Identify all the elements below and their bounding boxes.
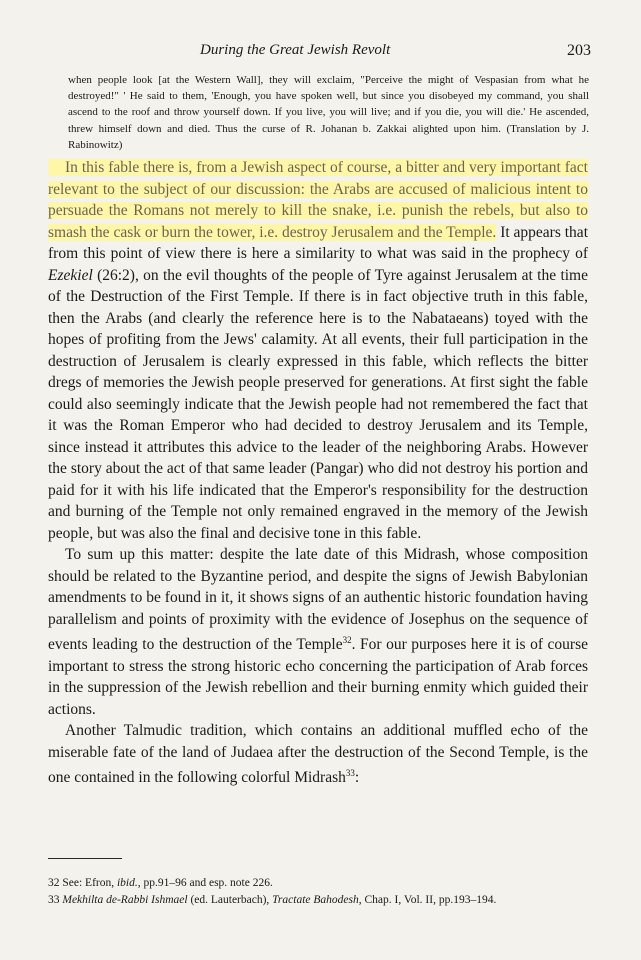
page-number: 203 bbox=[567, 42, 591, 59]
running-header bbox=[0, 42, 641, 64]
paragraph-3-text-b: : bbox=[354, 769, 360, 787]
footnote-33 bbox=[48, 892, 608, 909]
paragraph-2-text-a: To sum up this matter: despite the late date of this Midrash, whose composition should be related to the Byzantine period, and despite the signs of Jewish Babylonian amendments to be found in it, it shows signs of an authentic historic foundation having parallelism and points of proximity with the evidence of Josephus on the sequence of events leading to the destruction of the Temple bbox=[48, 546, 588, 654]
footnote-ref-33[interactable]: 33 bbox=[345, 768, 355, 779]
footnote-33-tractate: Tractate Bahodesh bbox=[272, 894, 359, 906]
paragraph-1-text-b: (26:2), on the evil thoughts of the people of Tyre against Jerusalem at the time of the Destruction of the First Temple. If there is in fact objective truth in this fable, then the Arabs (and clearly the reference here is to the Nabataeans) toyed with the hopes of profiting from the Jews' calamity. At all events, their full participation in the destruction of Jerusalem is clearly expressed in this fable, which reflects the bitter dregs of memories the Jewish people preserved for generations. At first sight the fable could also seemingly indicate that the Jewish people had not remembered the fact that it was the Roman Emperor who had decided to destroy Jerusalem and its Temple, since instead it attributes this advice to the leader of the neighboring Arabs. However the story about the act of that same leader (Pangar) who did not destroy his portion and paid for it with his life indicated that the Emperor's responsibility for the destruction and burning of the Temple not only remained engraved in the memory of the Jewish people, but was also the final and decisive tone in this fable. bbox=[48, 266, 588, 542]
running-title: During the Great Jewish Revolt bbox=[200, 42, 391, 58]
paragraph-2-text-b: . For our purposes here it is of course important to stress the strong historic echo concerning the participation of Arab forces in the suppression of the Jewish rebellion and their burning enmity which guided their actions. bbox=[48, 636, 588, 718]
ezekiel-reference: Ezekiel bbox=[48, 266, 93, 284]
footnotes bbox=[48, 875, 608, 909]
footnote-33-text-b: , Chap. I, Vol. II, pp.193–194. bbox=[358, 894, 497, 906]
footnote-33-number: 33 bbox=[48, 894, 63, 906]
footnote-33-text-a: (ed. Lauterbach), bbox=[187, 894, 273, 906]
highlighted-passage: In this fable there is, from a Jewish aspect of course, a bitter and very important fact relevant to the subject of our discussion: the Arabs are accused of malicious intent to persuade the Romans not merely to kill the snake, i.e. punish the rebels, but also to smash the cask or burn the tower, i.e. destroy Jerusalem and the Temple. bbox=[48, 159, 588, 241]
footnote-32-text-a: 32 See: Efron, bbox=[48, 877, 117, 889]
block-quote: when people look [at the Western Wall], they will exclaim, "Perceive the might of Vespasian from what he destroyed!" ' He said to them, 'Enough, you have spoken well, but since you disobeyed my command, you shall ascend to the roof and throw yourself down. If you live, you will live; and if you die, you will die.' He ascended, threw himself down and died. Thus the curse of R. Johanan b. Zakkai alighted upon him. (Translation by J. Rabinowitz) bbox=[68, 74, 589, 151]
footnote-32-text-b: , pp.91–96 and esp. note 226. bbox=[137, 877, 273, 889]
paragraph-3-text-a: Another Talmudic tradition, which contains an additional muffled echo of the miserable fate of the land of Judaea after the destruction of the Second Temple, is the one contained in the following colorful Midrash bbox=[48, 722, 588, 787]
footnote-33-title: Mekhilta de-Rabbi Ishmael bbox=[62, 894, 188, 906]
body-text bbox=[48, 157, 588, 789]
footnote-divider bbox=[48, 858, 122, 859]
footnote-32 bbox=[48, 875, 608, 892]
footnote-32-ibid: ibid. bbox=[116, 877, 138, 889]
paragraph-1 bbox=[48, 157, 588, 544]
paragraph-3 bbox=[48, 720, 588, 789]
paragraph-1-text-a: It appears that from this point of view there is here a similarity to what was said in the prophecy of bbox=[48, 223, 588, 262]
footnote-ref-32[interactable]: 32 bbox=[342, 635, 352, 645]
paragraph-2 bbox=[48, 544, 588, 720]
